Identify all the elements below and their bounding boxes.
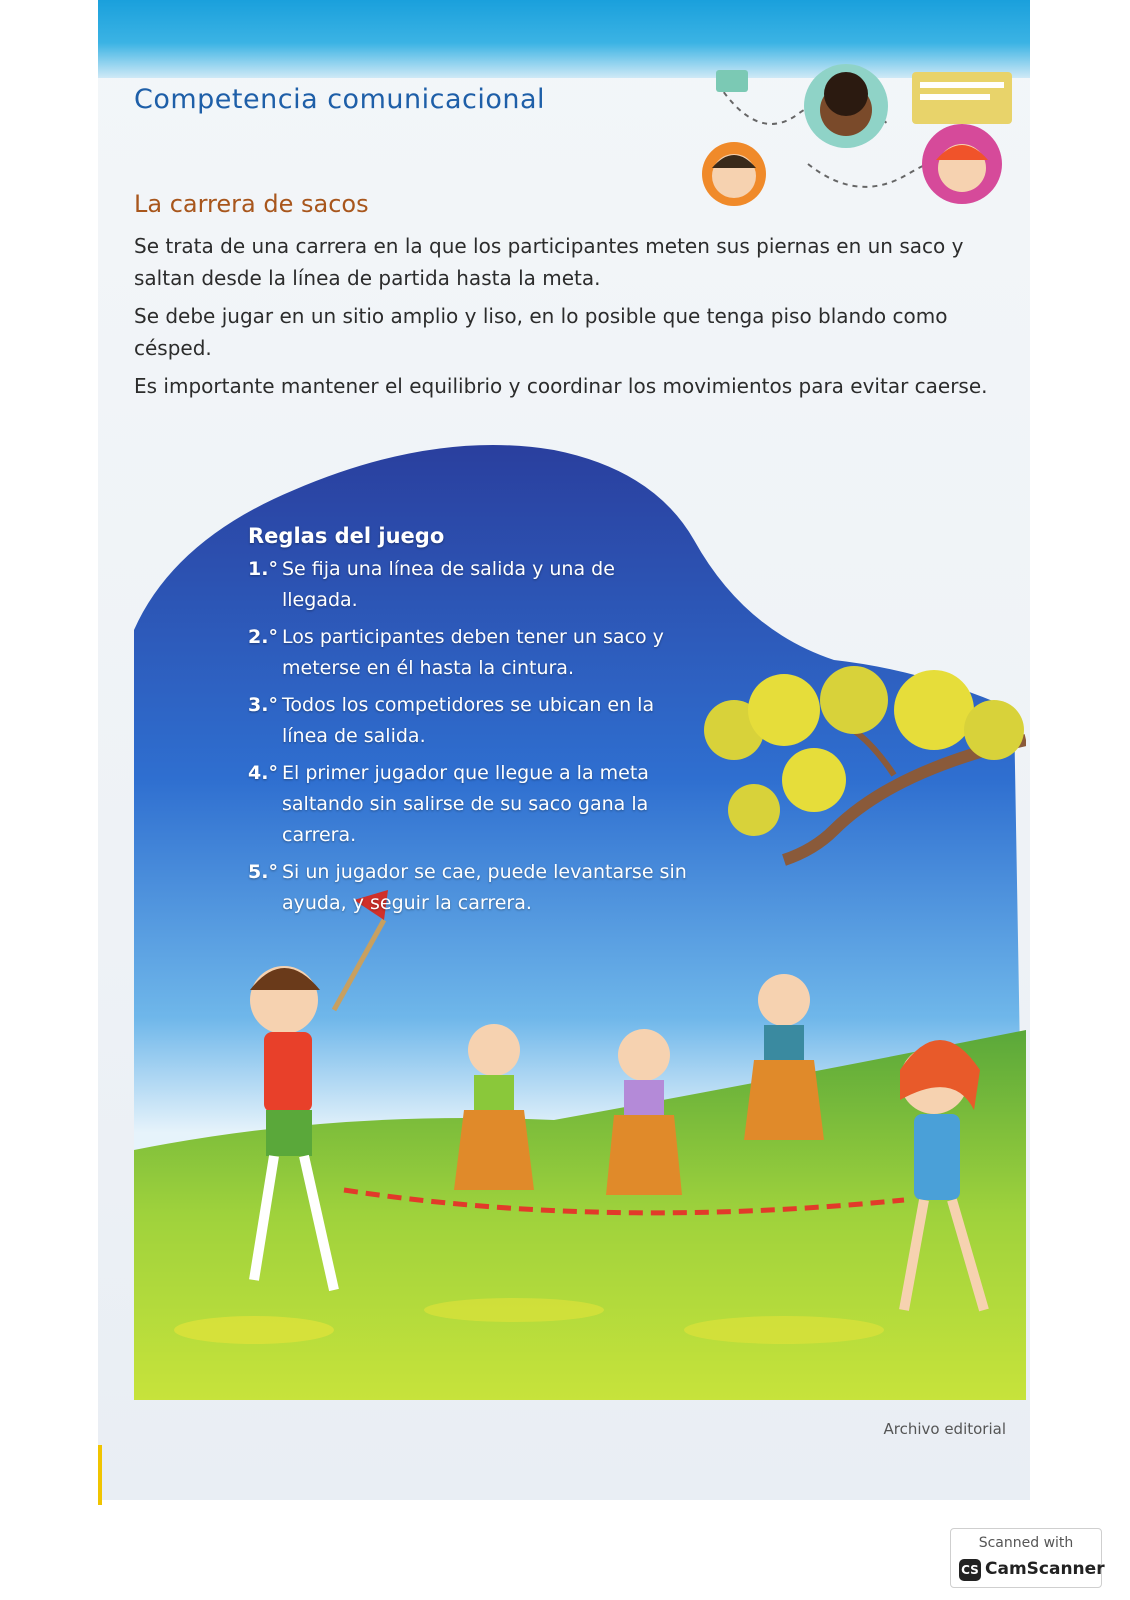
rule-text: Todos los competidores se ubican en la línea de salida. — [282, 694, 655, 747]
game-rules-box — [248, 524, 688, 925]
paragraph: Se debe jugar en un sitio amplio y liso, en lo posible que tenga piso blando como césped. — [134, 304, 948, 360]
paragraph: Se trata de una carrera en la que los participantes meten sus piernas en un saco y saltan desde la línea de partida hasta la meta. — [134, 234, 964, 290]
children-avatars-illustration — [698, 64, 1030, 214]
rule-text: Los participantes deben tener un saco y meterse en él hasta la cintura. — [282, 626, 664, 679]
rules-heading: Reglas del juego — [248, 524, 445, 548]
watermark-caption: Scanned with — [978, 1535, 1074, 1551]
rule-item — [248, 758, 688, 851]
section-subtitle: La carrera de sacos — [134, 190, 369, 218]
image-credit: Archivo editorial — [883, 1420, 1006, 1438]
rule-item — [248, 690, 688, 752]
rule-item — [248, 857, 688, 919]
rules-list — [248, 554, 688, 919]
paragraph: Es importante mantener el equilibrio y coordinar los movimientos para evitar caerse. — [134, 374, 988, 398]
rule-number: 2.° — [248, 626, 278, 648]
watermark-brand: CamScanner — [985, 1559, 1105, 1579]
rule-text: Si un jugador se cae, puede levantarse sin ayuda, y seguir la carrera. — [282, 861, 687, 914]
rule-text: Se fija una línea de salida y una de llegada. — [282, 558, 615, 611]
rule-number: 4.° — [248, 762, 278, 784]
rule-number: 5.° — [248, 861, 278, 883]
rule-number: 1.° — [248, 558, 278, 580]
rule-number: 3.° — [248, 694, 278, 716]
camscanner-logo-icon: CS — [959, 1559, 981, 1581]
rule-item — [248, 554, 688, 616]
page-edge-marker — [98, 1445, 102, 1505]
page-title: Competencia comunicacional — [134, 84, 546, 115]
rule-item — [248, 622, 688, 684]
rule-text: El primer jugador que llegue a la meta saltando sin salirse de su saco gana la carrera. — [282, 762, 649, 846]
camscanner-watermark — [950, 1528, 1105, 1588]
